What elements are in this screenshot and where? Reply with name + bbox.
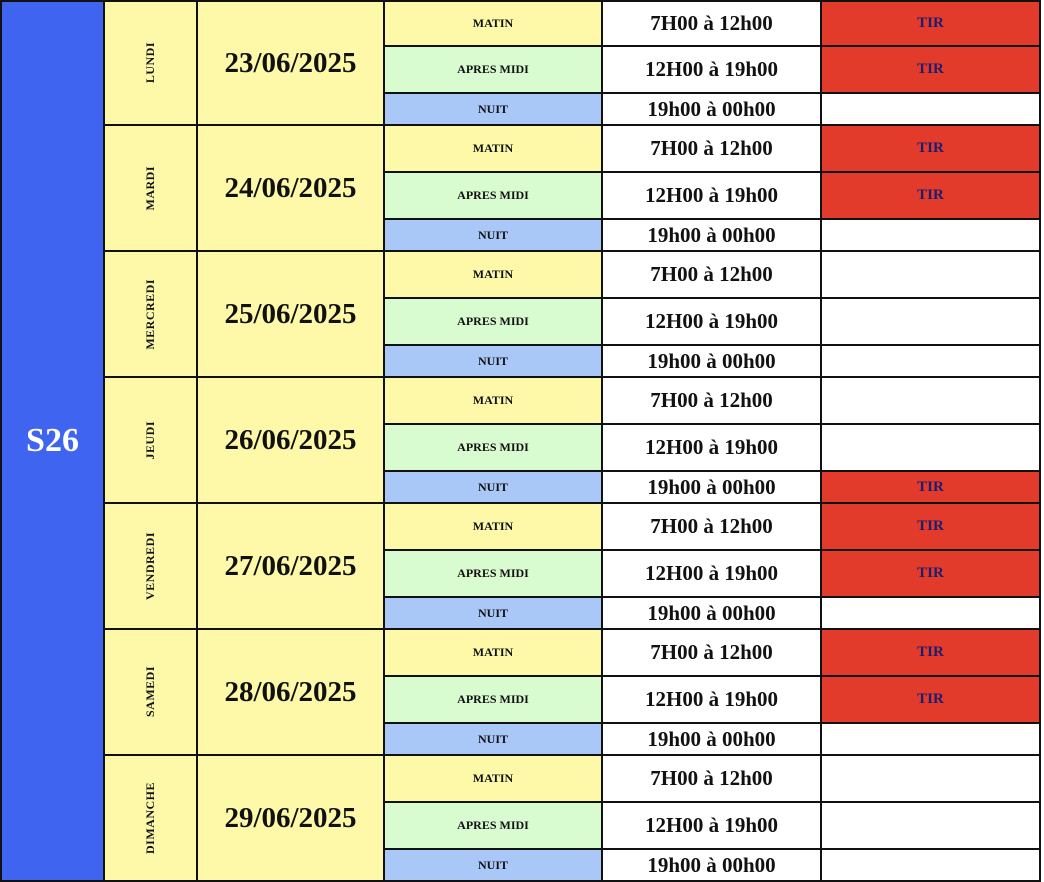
activity-nuit-cell (822, 346, 1041, 378)
hours-apres-midi-cell (603, 803, 822, 850)
day-name-cell (105, 0, 198, 126)
hours-apres-midi-cell (603, 173, 822, 220)
activity-matin-cell-text: TIR (917, 644, 944, 660)
activity-matin-cell (822, 504, 1041, 551)
hours-nuit-cell (603, 220, 822, 252)
period-matin-cell-text: MATIN (472, 519, 514, 533)
hours-apres-midi-cell (603, 425, 822, 472)
period-matin-cell-text: MATIN (472, 267, 514, 281)
hours-apres-midi-cell-text: 12H00 à 19h00 (644, 687, 778, 711)
hours-nuit-cell (603, 472, 822, 504)
hours-nuit-cell-text: 19h00 à 00h00 (647, 96, 776, 121)
day-name-cell-text: VENDREDI (143, 531, 157, 600)
hours-apres-midi-cell (603, 551, 822, 598)
period-apres-midi-cell (385, 803, 603, 850)
period-matin-cell (385, 252, 603, 299)
hours-matin-cell (603, 630, 822, 677)
day-date-cell-text: 26/06/2025 (224, 423, 357, 456)
period-apres-midi-cell-text: APRES MIDI (457, 692, 529, 706)
period-nuit-cell (385, 598, 603, 630)
day-name-cell (105, 756, 198, 882)
activity-apres-midi-cell (822, 803, 1041, 850)
day-name-cell-text: MARDI (143, 165, 157, 211)
hours-apres-midi-cell-text: 12H00 à 19h00 (644, 435, 778, 459)
period-apres-midi-cell-text: APRES MIDI (457, 62, 529, 76)
day-date-cell-text: 23/06/2025 (224, 46, 357, 79)
day-name-cell (105, 378, 198, 504)
day-date-cell (198, 756, 385, 882)
hours-matin-cell (603, 756, 822, 803)
hours-apres-midi-cell-text: 12H00 à 19h00 (644, 57, 778, 81)
activity-matin-cell (822, 756, 1041, 803)
hours-apres-midi-cell-text: 12H00 à 19h00 (644, 183, 778, 207)
activity-apres-midi-cell (822, 551, 1041, 598)
period-nuit-cell (385, 346, 603, 378)
activity-nuit-cell (822, 220, 1041, 252)
period-apres-midi-cell (385, 47, 603, 94)
hours-apres-midi-cell (603, 677, 822, 724)
hours-apres-midi-cell-text: 12H00 à 19h00 (644, 561, 778, 585)
period-nuit-cell-text: NUIT (477, 101, 508, 116)
activity-apres-midi-cell-text: TIR (917, 61, 944, 77)
hours-matin-cell (603, 0, 822, 47)
period-nuit-cell-text: NUIT (477, 731, 508, 746)
hours-apres-midi-cell-text: 12H00 à 19h00 (644, 309, 778, 333)
activity-apres-midi-cell (822, 425, 1041, 472)
hours-matin-cell (603, 378, 822, 425)
activity-apres-midi-cell-text: TIR (917, 691, 944, 707)
activity-apres-midi-cell-text: TIR (917, 187, 944, 203)
hours-nuit-cell-text: 19h00 à 00h00 (647, 348, 776, 373)
hours-apres-midi-cell (603, 299, 822, 346)
period-apres-midi-cell (385, 425, 603, 472)
hours-matin-cell-text: 7H00 à 12h00 (650, 514, 773, 538)
hours-matin-cell-text: 7H00 à 12h00 (650, 766, 773, 790)
day-name-cell-text: LUNDI (143, 42, 157, 84)
period-nuit-cell-text: NUIT (477, 227, 508, 242)
activity-apres-midi-cell-text: TIR (917, 565, 944, 581)
period-apres-midi-cell (385, 551, 603, 598)
day-name-cell-text: SAMEDI (143, 666, 157, 718)
period-matin-cell-text: MATIN (472, 393, 514, 407)
day-name-cell (105, 252, 198, 378)
activity-matin-cell-text: TIR (917, 140, 944, 156)
day-date-cell (198, 126, 385, 252)
activity-matin-cell (822, 0, 1041, 47)
hours-matin-cell-text: 7H00 à 12h00 (650, 11, 773, 35)
period-nuit-cell-text: NUIT (477, 353, 508, 368)
hours-nuit-cell-text: 19h00 à 00h00 (647, 600, 776, 625)
activity-matin-cell-text: TIR (917, 518, 944, 534)
day-date-cell (198, 504, 385, 630)
day-date-cell-text: 28/06/2025 (224, 675, 357, 708)
week-label: S26 (26, 422, 79, 459)
period-apres-midi-cell (385, 677, 603, 724)
period-matin-cell (385, 378, 603, 425)
hours-apres-midi-cell-text: 12H00 à 19h00 (644, 813, 778, 837)
hours-matin-cell (603, 504, 822, 551)
day-date-cell (198, 252, 385, 378)
period-nuit-cell (385, 724, 603, 756)
hours-nuit-cell (603, 598, 822, 630)
day-name-cell (105, 504, 198, 630)
day-name-cell-text: MERCREDI (143, 278, 157, 350)
day-date-cell (198, 378, 385, 504)
hours-nuit-cell-text: 19h00 à 00h00 (647, 474, 776, 499)
period-apres-midi-cell (385, 299, 603, 346)
day-date-cell-text: 25/06/2025 (224, 297, 357, 330)
activity-matin-cell (822, 252, 1041, 299)
period-nuit-cell (385, 94, 603, 126)
day-date-cell (198, 0, 385, 126)
period-nuit-cell (385, 472, 603, 504)
hours-nuit-cell-text: 19h00 à 00h00 (647, 852, 776, 877)
period-nuit-cell (385, 850, 603, 882)
activity-apres-midi-cell (822, 47, 1041, 94)
day-date-cell-text: 29/06/2025 (224, 801, 357, 834)
activity-nuit-cell (822, 850, 1041, 882)
activity-nuit-cell (822, 598, 1041, 630)
activity-matin-cell-text: TIR (917, 15, 944, 31)
hours-apres-midi-cell (603, 47, 822, 94)
week-label-cell (0, 0, 105, 882)
activity-apres-midi-cell (822, 677, 1041, 724)
hours-matin-cell (603, 252, 822, 299)
period-nuit-cell-text: NUIT (477, 857, 508, 872)
hours-nuit-cell-text: 19h00 à 00h00 (647, 222, 776, 247)
hours-nuit-cell (603, 850, 822, 882)
activity-nuit-cell (822, 94, 1041, 126)
hours-matin-cell-text: 7H00 à 12h00 (650, 640, 773, 664)
period-apres-midi-cell-text: APRES MIDI (457, 818, 529, 832)
activity-nuit-cell (822, 472, 1041, 504)
period-apres-midi-cell-text: APRES MIDI (457, 314, 529, 328)
period-matin-cell-text: MATIN (472, 645, 514, 659)
hours-nuit-cell (603, 346, 822, 378)
day-date-cell-text: 24/06/2025 (224, 171, 357, 204)
period-matin-cell (385, 0, 603, 47)
period-apres-midi-cell-text: APRES MIDI (457, 188, 529, 202)
period-matin-cell (385, 630, 603, 677)
period-matin-cell-text: MATIN (472, 141, 514, 155)
hours-matin-cell-text: 7H00 à 12h00 (650, 262, 773, 286)
day-date-cell (198, 630, 385, 756)
day-name-cell-text: JEUDI (143, 420, 157, 460)
day-name-cell-text: DIMANCHE (143, 782, 157, 854)
hours-nuit-cell-text: 19h00 à 00h00 (647, 726, 776, 751)
period-apres-midi-cell (385, 173, 603, 220)
day-name-cell (105, 630, 198, 756)
day-date-cell-text: 27/06/2025 (224, 549, 357, 582)
period-nuit-cell-text: NUIT (477, 479, 508, 494)
activity-apres-midi-cell (822, 173, 1041, 220)
hours-nuit-cell (603, 724, 822, 756)
hours-matin-cell-text: 7H00 à 12h00 (650, 136, 773, 160)
activity-matin-cell (822, 630, 1041, 677)
activity-matin-cell (822, 126, 1041, 173)
period-apres-midi-cell-text: APRES MIDI (457, 440, 529, 454)
period-apres-midi-cell-text: APRES MIDI (457, 566, 529, 580)
period-matin-cell-text: MATIN (472, 771, 514, 785)
period-nuit-cell (385, 220, 603, 252)
period-nuit-cell-text: NUIT (477, 605, 508, 620)
period-matin-cell-text: MATIN (472, 16, 514, 30)
activity-nuit-cell-text: TIR (917, 478, 944, 495)
activity-matin-cell (822, 378, 1041, 425)
activity-nuit-cell (822, 724, 1041, 756)
period-matin-cell (385, 504, 603, 551)
period-matin-cell (385, 756, 603, 803)
period-matin-cell (385, 126, 603, 173)
hours-nuit-cell (603, 94, 822, 126)
day-name-cell (105, 126, 198, 252)
hours-matin-cell-text: 7H00 à 12h00 (650, 388, 773, 412)
activity-apres-midi-cell (822, 299, 1041, 346)
hours-matin-cell (603, 126, 822, 173)
